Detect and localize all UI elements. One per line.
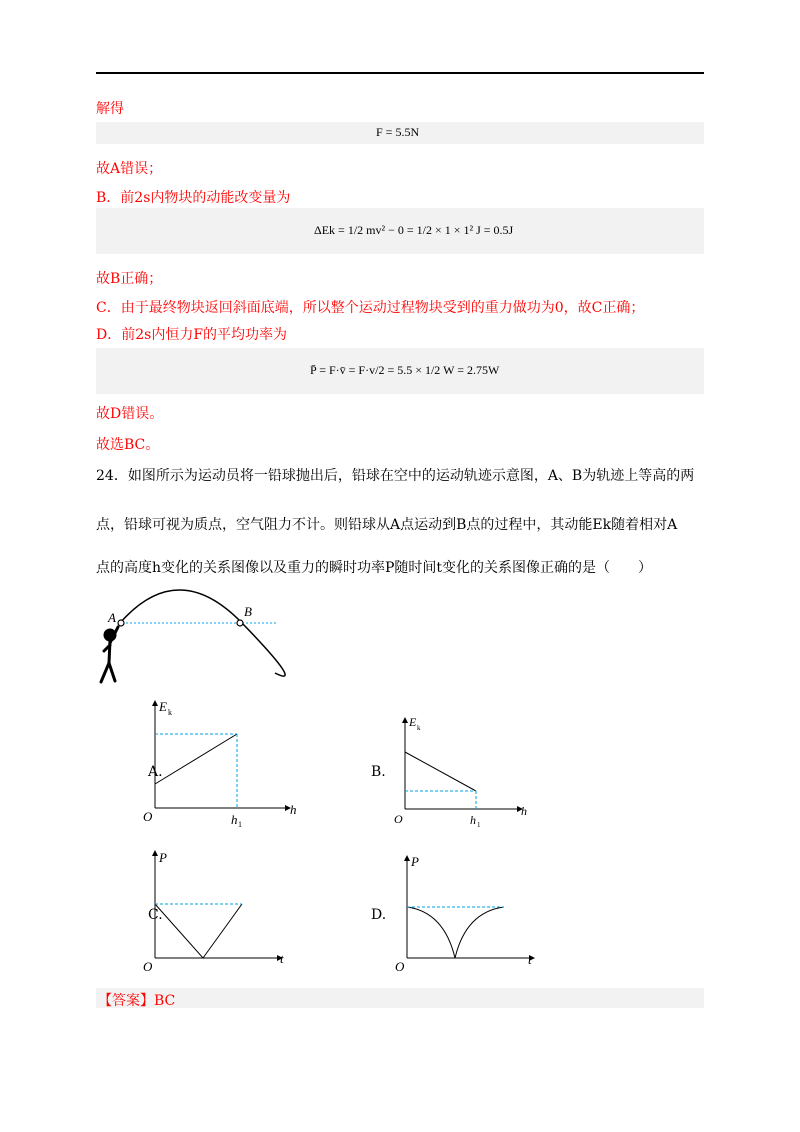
point-B xyxy=(237,620,243,626)
answer-box xyxy=(96,988,704,1008)
option-B-graph xyxy=(390,712,540,837)
tick-sub: 1 xyxy=(238,820,242,829)
equation-box-dEk xyxy=(96,208,704,254)
athlete-icon xyxy=(101,627,118,682)
x-axis-label: h xyxy=(521,804,527,818)
option-C-graph xyxy=(140,845,300,975)
y-axis-label: P xyxy=(411,854,419,869)
tick-sub: 1 xyxy=(477,821,481,829)
origin-label: O xyxy=(395,959,405,974)
origin-label: O xyxy=(394,812,403,826)
conclusion-D: 故D错误。 xyxy=(96,406,164,422)
origin-label: O xyxy=(143,959,153,974)
solution-line-D: D．前2s内恒力F的平均功率为 xyxy=(96,327,288,343)
y-axis-sub: k xyxy=(417,724,421,732)
y-axis-label: E xyxy=(159,699,167,714)
y-axis-label: E xyxy=(409,715,417,729)
label-B: B xyxy=(244,604,252,619)
option-D-graph xyxy=(392,850,552,975)
solution-line-C: C．由于最终物块返回斜面底端，所以整个运动过程物块受到的重力做功为0，故C正确； xyxy=(96,300,645,316)
trajectory-figure xyxy=(90,585,290,690)
label-A: A xyxy=(108,610,116,625)
answer-select: 故选BC。 xyxy=(96,437,160,453)
data-curve xyxy=(407,907,504,958)
equation-dEk: ΔEk = 1/2 mv² − 0 = 1/2 × 1 × 1² J = 0.5J xyxy=(314,223,514,237)
header-rule xyxy=(96,72,704,74)
question-line-2: 点，铅球可视为质点，空气阻力不计。则铅球从A点运动到B点的过程中，其动能Ek随着相对A xyxy=(96,517,678,533)
data-line xyxy=(155,904,242,958)
data-line xyxy=(405,752,476,791)
tick-label: h xyxy=(470,813,476,827)
conclusion-A: 故A错误； xyxy=(96,161,163,177)
answer-text: 【答案】BC xyxy=(98,993,176,1009)
origin-label: O xyxy=(143,809,153,824)
data-line xyxy=(155,734,237,784)
x-axis-label: t xyxy=(280,951,284,966)
option-D-label: D. xyxy=(371,907,387,923)
x-axis-label: h xyxy=(290,802,297,817)
point-A xyxy=(118,620,124,626)
option-B-label: B. xyxy=(371,764,386,780)
equation-box-P xyxy=(96,348,704,394)
equation-box-F xyxy=(96,122,704,144)
option-A-label: A. xyxy=(148,764,163,780)
solution-line-B: B．前2s内物块的动能改变量为 xyxy=(96,190,291,206)
question-line-1: 24．如图所示为运动员将一铅球抛出后，铅球在空中的运动轨迹示意图，A、B为轨迹上等高的两 xyxy=(96,468,695,484)
equation-F: F = 5.5N xyxy=(376,125,420,139)
equation-P: P̄ = F·v̄ = F·v/2 = 5.5 × 1/2 W = 2.75W xyxy=(310,363,500,377)
solution-jiede: 解得 xyxy=(96,101,124,117)
y-axis-label: P xyxy=(159,850,167,865)
option-C-label: C. xyxy=(148,907,163,923)
question-line-3: 点的高度h变化的关系图像以及重力的瞬时功率P随时间t变化的关系图像正确的是（ ） xyxy=(96,560,653,576)
tick-label: h xyxy=(231,812,238,827)
y-axis-sub: k xyxy=(168,708,172,717)
trajectory-curve xyxy=(120,590,285,676)
x-axis-label: t xyxy=(528,952,532,967)
option-A-graph xyxy=(140,695,310,835)
conclusion-B: 故B正确； xyxy=(96,271,163,287)
